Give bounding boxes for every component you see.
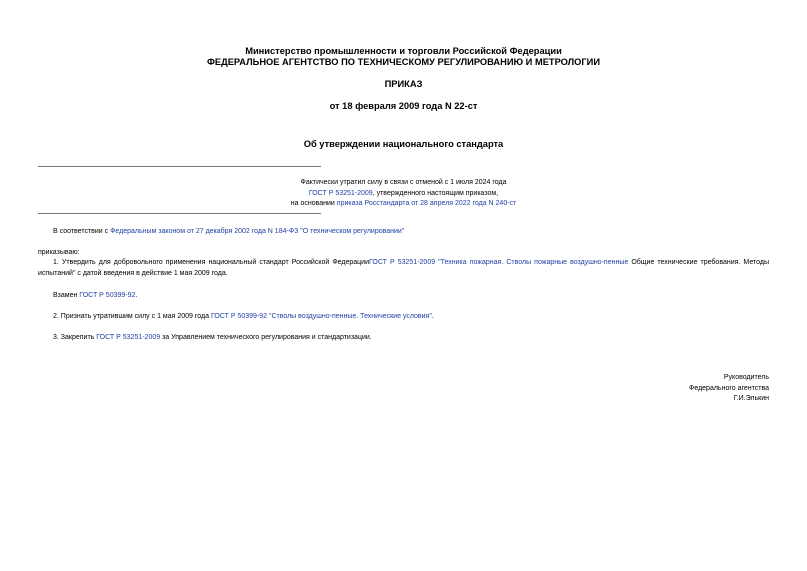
federal-law-link[interactable]: Федеральным законом от 27 декабря 2002 года N 184-ФЗ "О техническом регулировании" [110,228,405,235]
item2-standard-link[interactable]: ГОСТ Р 50399-92 "Стволы воздушно-пенные. Технические условия" [210,313,432,320]
ministry-title: Министерство промышленности и торговли Российской Федерации [245,46,562,56]
replace-prefix: Взамен [53,292,80,299]
replaced-standard-link[interactable]: ГОСТ Р 50399-92 [79,292,136,299]
item1-standard-link[interactable]: ГОСТ Р 53251-2009 "Техника пожарная. Стволы пожарные воздушно-пенные [369,259,629,266]
status-note-line1: Фактически утратил силу в связи с отменой с 1 июля 2024 года [300,179,507,186]
replace-paragraph [53,290,137,301]
divider-top [38,166,321,167]
status-note-line2-text: , утвержденного настоящим приказом, [372,190,499,197]
item2-prefix: 2. Признать утратившим силу с 1 мая 2009 года [53,313,211,320]
item3-prefix: 3. Закрепить [53,334,97,341]
document-type: ПРИКАЗ [384,79,423,89]
status-note-standard-link[interactable]: ГОСТ Р 53251-2009 [308,190,373,197]
item1-rest: Общие технические требования. Методы испытаний" с датой введения в действие 1 мая 2009 года. [38,259,769,277]
basis-paragraph [53,226,404,237]
divider-bottom [38,213,321,214]
status-note-line3 [0,198,807,209]
replace-suffix: . [135,292,138,299]
document-subject: Об утверждении национального стандарта [303,139,504,149]
item2-paragraph [53,311,434,322]
item1-prefix: 1. Утвердить для добровольного применения национальный стандарт Российской Федерации [53,259,369,266]
basis-prefix: В соответствии с [53,228,111,235]
signature-name: Г.И.Элькин [733,395,769,402]
item3-standard-link[interactable]: ГОСТ Р 53251-2009 [96,334,161,341]
signature-title1: Руководитель [723,374,769,381]
agency-title: ФЕДЕРАЛЬНОЕ АГЕНТСТВО ПО ТЕХНИЧЕСКОМУ РЕГУЛИРОВАНИЮ И МЕТРОЛОГИИ [206,57,601,67]
order-word: приказываю: [38,249,80,256]
signature-title2: Федерального агентства [689,385,769,392]
item3-rest: за Управлением технического регулирования и стандартизации. [160,334,372,341]
status-note-line3-prefix: на основании [290,200,337,207]
item1-paragraph [38,258,769,279]
item3-paragraph [53,332,372,343]
item2-suffix: . [431,313,434,320]
document-date-number: от 18 февраля 2009 года N 22-ст [329,101,478,111]
status-note-order-link[interactable]: приказа Росстандарта от 28 апреля 2022 года N 240-ст [336,200,517,207]
